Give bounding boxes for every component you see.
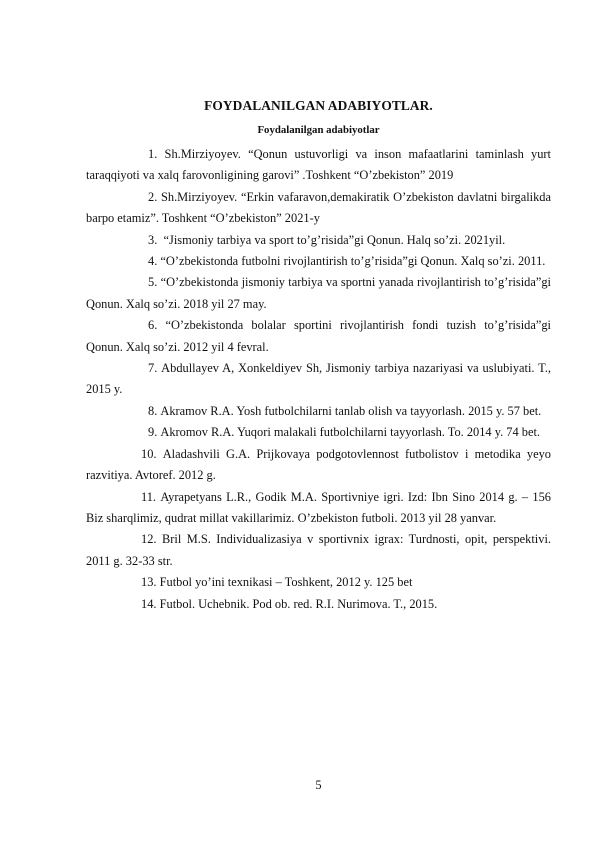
reference-number: 4. (148, 254, 158, 269)
reference-number: 14. (141, 596, 157, 611)
reference-number: 2. (148, 189, 158, 204)
reference-item (86, 529, 551, 572)
page-title: FOYDALANILGAN ADABIYOTLAR. (204, 98, 433, 113)
reference-item (86, 401, 551, 422)
reference-number: 10. (141, 446, 157, 461)
reference-number: 9. (148, 425, 158, 440)
reference-text: Futbol yo’ini texnikasi – Toshkent, 2012 y. 125 bet (159, 575, 413, 590)
reference-text: “O’zbekistonda jismoniy tarbiya va sportni yanada rivojlantirish to’g’risida”gi Qonun. Xalq so’zi. 2018 yil 27 may. (86, 275, 551, 311)
reference-number: 13. (141, 575, 157, 590)
reference-text: “O’zbekistonda bolalar sportini rivojlantirish fondi tuzish to’g’risida”gi Qonun. Xalq so’zi. 2012 yil 4 fevral. (86, 318, 551, 354)
reference-item (86, 251, 551, 272)
reference-number: 6. (148, 318, 158, 333)
reference-number: 8. (148, 403, 158, 418)
reference-item (86, 358, 551, 401)
reference-number: 3. (148, 232, 158, 247)
reference-text: Akramov R.A. Yosh futbolchilarni tanlab olish va tayyorlash. 2015 y. 57 bet. (160, 403, 542, 418)
reference-item (86, 315, 551, 358)
reference-text: Abdullayev A, Xonkeldiyev Sh, Jismoniy tarbiya nazariyasi va uslubiyati. T., 2015 y. (86, 361, 551, 397)
reference-item (86, 444, 551, 487)
reference-item (86, 487, 551, 530)
reference-item (86, 594, 551, 615)
reference-item (86, 144, 551, 187)
reference-text: Aladashvili G.A. Prijkovaya podgotovlennost futbolistov i metodika yeyo razvitiya. Avtoref. 2012 g. (86, 446, 551, 483)
reference-text: Futbol. Uchebnik. Pod ob. red. R.I. Nurimova. T., 2015. (159, 596, 438, 611)
reference-text: Ayrapetyans L.R., Godik M.A. Sportivniye igri. Izd: Ibn Sino 2014 g. – 156 Biz sharqlimiz, qudrat millat vakillarimiz. O’zbekiston futboli. 2013 yil 28 yanvar. (86, 489, 551, 525)
reference-item (86, 230, 551, 251)
reference-item (86, 187, 551, 230)
reference-text: Bril M.S. Individualizasiya v sportivnix igrax: Turdnosti, opit, perspektivi. 2011 g. 32-33 str. (86, 532, 551, 568)
reference-number: 11. (141, 489, 157, 504)
reference-item (86, 272, 551, 315)
reference-number: 1. (148, 147, 158, 161)
reference-text: Sh.Mirziyoyev. “Erkin vafaravon,demakiratik O’zbekiston davlatni birgalikda barpo etamiz”. Toshkent “O’zbekiston” 2021-y (86, 189, 551, 226)
page-subtitle: Foydalanilgan adabiyotlar (257, 124, 380, 136)
reference-text: Akromov R.A. Yuqori malakali futbolchilarni tayyorlash. To. 2014 y. 74 bet. (160, 425, 541, 440)
reference-item (86, 422, 551, 443)
reference-text: “Jismoniy tarbiya va sport to’g’risida”gi Qonun. Halq so’zi. 2021yil. (160, 232, 506, 247)
reference-number: 7. (148, 361, 158, 376)
reference-item (86, 572, 551, 593)
reference-number: 12. (141, 532, 157, 547)
page-number: 5 (315, 778, 322, 792)
reference-list (86, 144, 551, 615)
reference-text: “O’zbekistonda futbolni rivojlantirish to’g’risida”gi Qonun. Xalq so’zi. 2011. (160, 254, 546, 269)
reference-number: 5. (148, 275, 158, 290)
reference-text: Sh.Mirziyoyev. “Qonun ustuvorligi va inson mafaatlarini taminlash yurt taraqqiyoti va xalq farovonligining garovi” .Toshkent “O’zbekiston” 2019 (86, 147, 551, 183)
